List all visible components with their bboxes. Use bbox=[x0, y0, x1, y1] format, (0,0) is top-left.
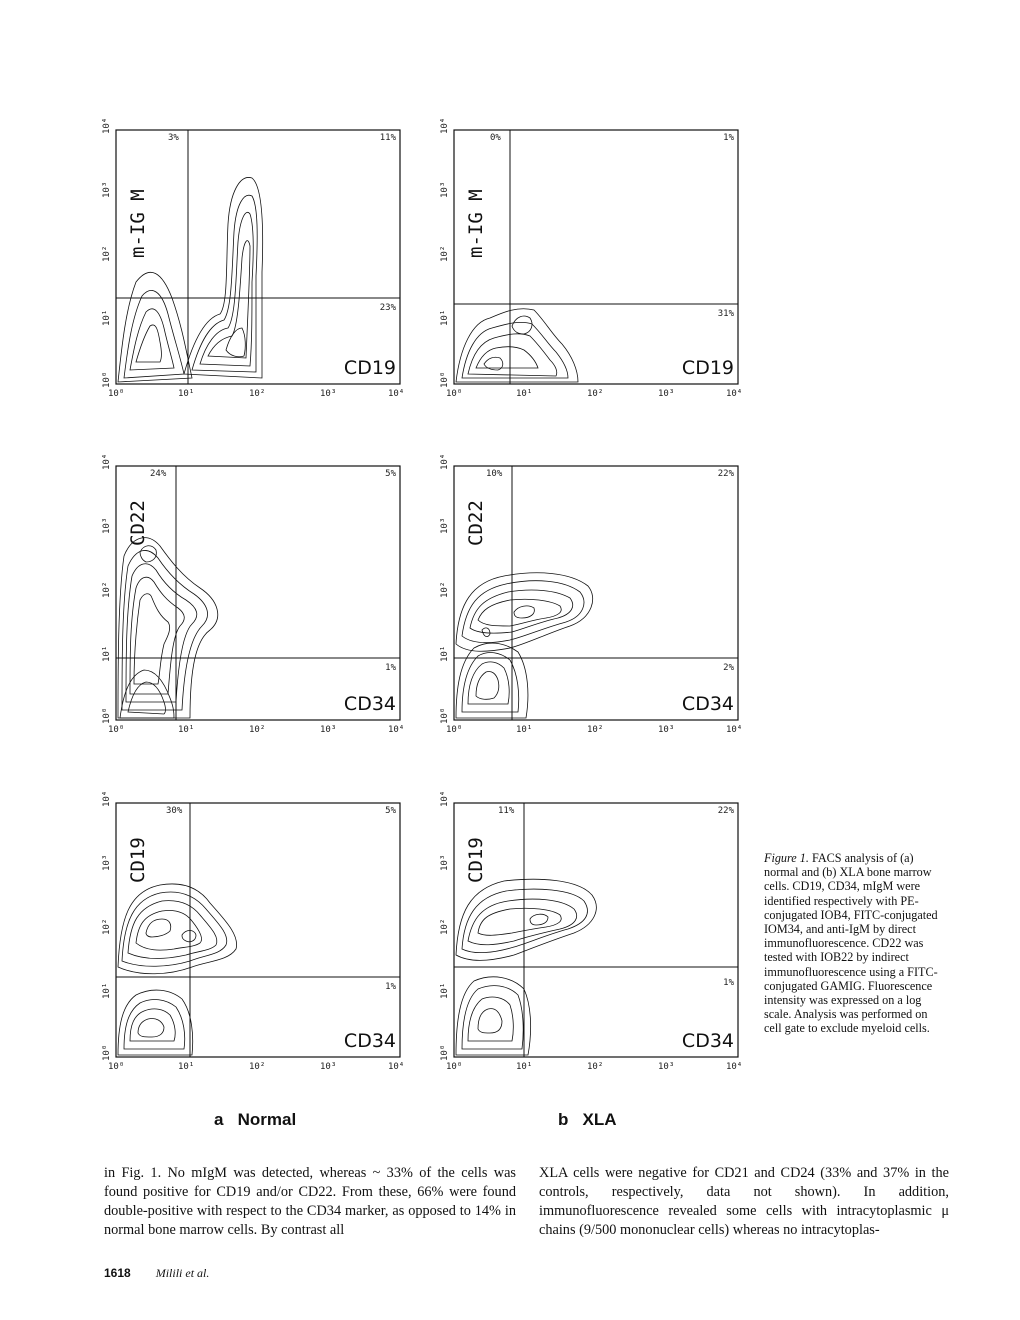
facs-plot bbox=[438, 448, 748, 748]
svg-text:10²: 10² bbox=[440, 918, 450, 935]
svg-text:10⁴: 10⁴ bbox=[102, 453, 112, 470]
y-axis-ticks bbox=[102, 791, 112, 1061]
plot-frame bbox=[454, 466, 738, 720]
svg-text:10³: 10³ bbox=[658, 1062, 675, 1072]
svg-text:10⁰: 10⁰ bbox=[108, 725, 125, 735]
svg-text:10³: 10³ bbox=[320, 725, 337, 735]
svg-text:10³: 10³ bbox=[440, 517, 450, 534]
x-axis-ticks bbox=[108, 725, 404, 735]
quadrant-ur-percent: 22% bbox=[717, 469, 734, 479]
svg-text:10¹: 10¹ bbox=[516, 725, 533, 735]
svg-text:10⁰: 10⁰ bbox=[108, 389, 125, 399]
svg-text:10¹: 10¹ bbox=[440, 645, 450, 662]
quadrant-ur-percent: 1% bbox=[723, 133, 734, 143]
quadrant-lr-percent: 1% bbox=[723, 978, 734, 988]
contour-population bbox=[456, 309, 578, 382]
svg-text:10²: 10² bbox=[440, 245, 450, 262]
facs-plot bbox=[100, 112, 410, 412]
svg-text:10³: 10³ bbox=[320, 389, 337, 399]
plot-frame bbox=[454, 130, 738, 384]
y-axis-ticks bbox=[440, 791, 450, 1061]
svg-text:10¹: 10¹ bbox=[178, 725, 195, 735]
svg-text:10⁴: 10⁴ bbox=[388, 725, 405, 735]
svg-text:10²: 10² bbox=[587, 725, 604, 735]
svg-text:10⁴: 10⁴ bbox=[726, 389, 743, 399]
plot-frame bbox=[116, 803, 400, 1057]
y-axis-ticks bbox=[102, 118, 112, 388]
running-authors: Milili et al. bbox=[155, 1266, 210, 1280]
y-axis-ticks bbox=[440, 454, 450, 724]
x-marker-label: CD19 bbox=[681, 357, 734, 379]
facs-panel-normal-cd22-cd34 bbox=[100, 448, 410, 748]
x-marker-label: CD34 bbox=[343, 693, 396, 715]
svg-text:10⁰: 10⁰ bbox=[446, 1062, 463, 1072]
svg-text:10⁴: 10⁴ bbox=[388, 389, 405, 399]
quadrant-ur-percent: 22% bbox=[717, 806, 734, 816]
body-text-left-column: in Fig. 1. No mIgM was detected, whereas ~ 33% of the cells was found positive for CD19 and/or CD22. From these, 66% were found double-positive with respect to the CD34 marker, as opposed to 14% in normal bone marrow cells. By contrast all bbox=[104, 1165, 516, 1238]
svg-text:10⁴: 10⁴ bbox=[440, 117, 450, 134]
svg-text:10⁰: 10⁰ bbox=[102, 707, 112, 724]
column-label-normal: a Normal bbox=[214, 1110, 297, 1129]
quadrant-ul-percent: 11% bbox=[498, 806, 515, 816]
svg-text:10²: 10² bbox=[249, 725, 266, 735]
x-marker-label: CD34 bbox=[681, 693, 734, 715]
svg-text:10²: 10² bbox=[249, 1062, 266, 1072]
svg-text:10³: 10³ bbox=[102, 854, 112, 871]
facs-plot bbox=[438, 785, 748, 1085]
svg-text:10³: 10³ bbox=[658, 389, 675, 399]
contour-population bbox=[118, 884, 237, 1055]
svg-text:10³: 10³ bbox=[320, 1062, 337, 1072]
svg-text:10¹: 10¹ bbox=[178, 1062, 195, 1072]
facs-plot bbox=[100, 785, 410, 1085]
plot-frame bbox=[116, 130, 400, 384]
column-label-xla: b XLA bbox=[558, 1110, 617, 1129]
svg-text:10⁰: 10⁰ bbox=[440, 371, 450, 388]
svg-text:10²: 10² bbox=[440, 581, 450, 598]
facs-panel-normal-cd19-cd34 bbox=[100, 785, 410, 1085]
svg-text:10⁴: 10⁴ bbox=[102, 790, 112, 807]
quadrant-ul-percent: 0% bbox=[490, 133, 501, 143]
y-axis-ticks bbox=[440, 118, 450, 388]
caption-label: Figure 1. bbox=[764, 851, 809, 865]
y-marker-label: CD19 bbox=[127, 837, 149, 883]
quadrant-ul-percent: 30% bbox=[166, 806, 183, 816]
quadrant-lr-percent: 2% bbox=[723, 663, 734, 673]
svg-text:10⁴: 10⁴ bbox=[440, 453, 450, 470]
svg-text:10⁰: 10⁰ bbox=[440, 707, 450, 724]
plot-frame bbox=[454, 803, 738, 1057]
quadrant-ul-percent: 3% bbox=[168, 133, 179, 143]
x-axis-ticks bbox=[446, 1062, 742, 1072]
page-footer bbox=[104, 1266, 209, 1281]
svg-text:10⁴: 10⁴ bbox=[726, 725, 743, 735]
svg-text:10⁰: 10⁰ bbox=[446, 725, 463, 735]
contour-population bbox=[456, 573, 593, 718]
facs-panel-xla-cd19-cd34 bbox=[438, 785, 748, 1085]
caption-text: FACS analysis of (a) normal and (b) XLA bone marrow cells. CD19, CD34, mIgM were identified respectively with PE-conjugated IOB4, FITC-conjugated IOM34, and anti-IgM by direct immunofluorescence. CD22 was tested with IOB22 by indirect immunofluorescence using a FITC-conjugated GAMIG. Fluorescence intensity was expressed on a log scale. Analysis was performed on cell gate to exclude myeloid cells. bbox=[764, 851, 938, 1036]
quadrant-ur-percent: 11% bbox=[379, 133, 396, 143]
svg-text:10⁴: 10⁴ bbox=[102, 117, 112, 134]
contour-population bbox=[118, 538, 218, 718]
facs-plot bbox=[438, 112, 748, 412]
svg-text:10³: 10³ bbox=[440, 854, 450, 871]
facs-panel-xla-igm-cd19 bbox=[438, 112, 748, 412]
facs-panel-normal-igm-cd19 bbox=[100, 112, 410, 412]
quadrant-ul-percent: 24% bbox=[150, 469, 167, 479]
quadrant-ur-percent: 5% bbox=[385, 469, 396, 479]
facs-plot bbox=[100, 448, 410, 748]
svg-text:10⁰: 10⁰ bbox=[102, 1044, 112, 1061]
svg-text:10¹: 10¹ bbox=[102, 645, 112, 662]
svg-text:10⁴: 10⁴ bbox=[726, 1062, 743, 1072]
quadrant-lr-percent: 1% bbox=[385, 982, 396, 992]
x-marker-label: CD19 bbox=[343, 357, 396, 379]
svg-text:10²: 10² bbox=[587, 389, 604, 399]
svg-text:10³: 10³ bbox=[440, 181, 450, 198]
svg-text:10²: 10² bbox=[587, 1062, 604, 1072]
svg-text:10¹: 10¹ bbox=[440, 309, 450, 326]
x-marker-label: CD34 bbox=[681, 1030, 734, 1052]
svg-text:10⁰: 10⁰ bbox=[102, 371, 112, 388]
svg-text:10³: 10³ bbox=[102, 517, 112, 534]
y-marker-label: m-IG M bbox=[465, 189, 487, 258]
svg-text:10¹: 10¹ bbox=[516, 1062, 533, 1072]
x-axis-ticks bbox=[108, 1062, 404, 1072]
svg-text:10¹: 10¹ bbox=[102, 982, 112, 999]
svg-text:10¹: 10¹ bbox=[440, 982, 450, 999]
quadrant-lr-percent: 23% bbox=[379, 303, 396, 313]
facs-panel-xla-cd22-cd34 bbox=[438, 448, 748, 748]
page-number: 1618 bbox=[104, 1266, 131, 1280]
x-axis-ticks bbox=[446, 389, 742, 399]
y-marker-label: CD22 bbox=[465, 500, 487, 546]
quadrant-ul-percent: 10% bbox=[486, 469, 503, 479]
svg-text:10⁰: 10⁰ bbox=[108, 1062, 125, 1072]
svg-text:10⁰: 10⁰ bbox=[440, 1044, 450, 1061]
quadrant-ur-percent: 5% bbox=[385, 806, 396, 816]
svg-text:10⁴: 10⁴ bbox=[388, 1062, 405, 1072]
svg-text:10²: 10² bbox=[102, 245, 112, 262]
svg-text:10⁰: 10⁰ bbox=[446, 389, 463, 399]
x-marker-label: CD34 bbox=[343, 1030, 396, 1052]
svg-text:10²: 10² bbox=[249, 389, 266, 399]
svg-text:10²: 10² bbox=[102, 918, 112, 935]
svg-text:10¹: 10¹ bbox=[178, 389, 195, 399]
figure-caption bbox=[764, 851, 944, 1036]
y-marker-label: CD19 bbox=[465, 837, 487, 883]
y-marker-label: m-IG M bbox=[127, 189, 149, 258]
y-marker-label: CD22 bbox=[127, 500, 149, 546]
x-axis-ticks bbox=[446, 725, 742, 735]
svg-text:10²: 10² bbox=[102, 581, 112, 598]
quadrant-lr-percent: 1% bbox=[385, 663, 396, 673]
svg-text:10¹: 10¹ bbox=[516, 389, 533, 399]
svg-text:10⁴: 10⁴ bbox=[440, 790, 450, 807]
svg-text:10³: 10³ bbox=[102, 181, 112, 198]
body-text-right-column: XLA cells were negative for CD21 and CD24 (33% and 37% in the controls, respectively, data not shown). In addition, immunofluorescence revealed some cells with intracytoplasmic μ chains (9/500 mononuclear cells) whereas no intracytoplas- bbox=[539, 1165, 949, 1238]
quadrant-lr-percent: 31% bbox=[717, 309, 734, 319]
svg-text:10³: 10³ bbox=[658, 725, 675, 735]
svg-text:10¹: 10¹ bbox=[102, 309, 112, 326]
x-axis-ticks bbox=[108, 389, 404, 399]
y-axis-ticks bbox=[102, 454, 112, 724]
